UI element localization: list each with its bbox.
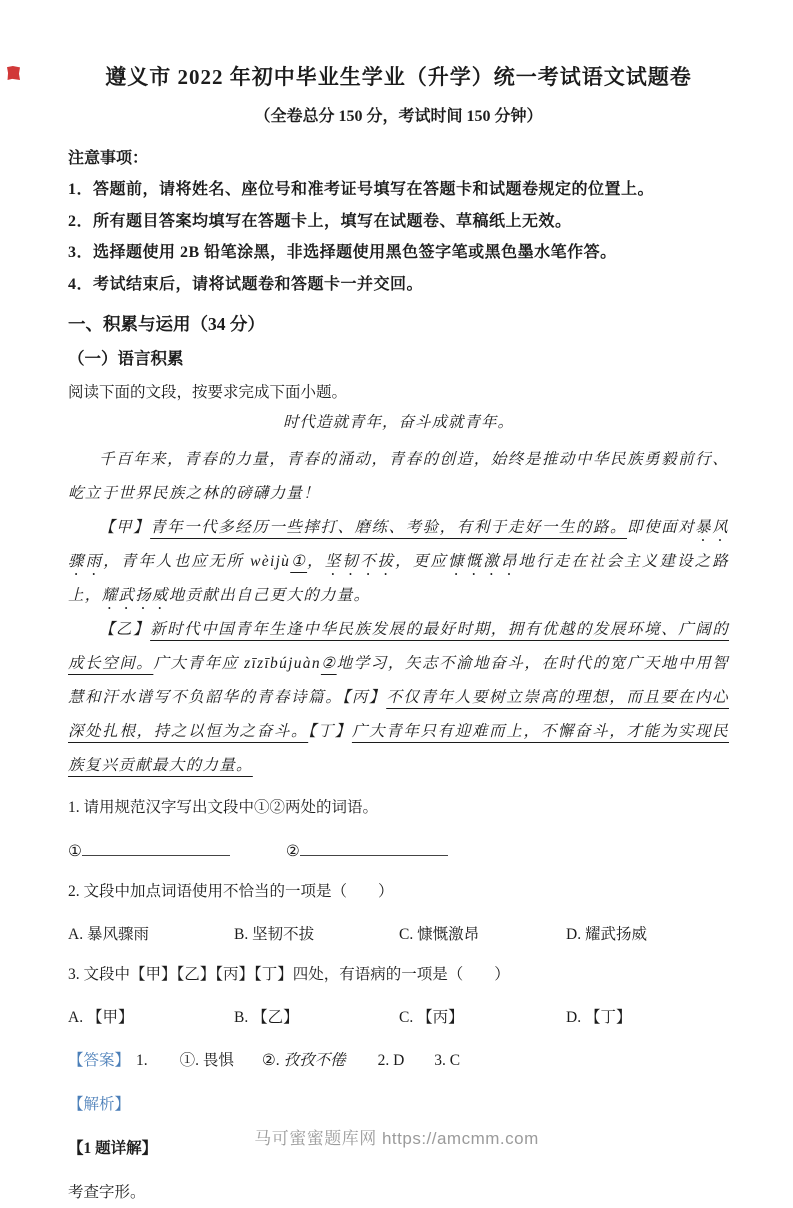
- question-2-option-b: B. 坚韧不拔: [234, 926, 315, 943]
- answer-row: [68, 1045, 729, 1076]
- answer-q3: 3. C: [434, 1052, 461, 1069]
- page-subtitle: （全卷总分 150 分，考试时间 150 分钟）: [254, 108, 543, 125]
- yi-pinyin-2: zīzībújuàn: [244, 655, 321, 672]
- jia-seg-1: 即使面对: [627, 519, 696, 536]
- passage-intro: 阅读下面的文段，按要求完成下面小题。: [68, 384, 348, 401]
- jia-seg-5: 地行走在社会主义建设之路上，: [68, 553, 730, 604]
- blank-1-line: [82, 840, 230, 857]
- question-2-option-a: A. 暴风骤雨: [68, 926, 149, 943]
- page-title: 遵义市 2022 年初中毕业生学业（升学）统一考试语文试题卷: [105, 65, 692, 89]
- notice-item-3: 3．选择题使用 2B 铅笔涂黑，非选择题使用黑色签字笔或黑色墨水笔作答。: [68, 244, 617, 261]
- passage-paragraph-1: 千百年来，青春的力量，青春的涌动，青春的创造，始终是推动中华民族勇毅前行、屹立于世界民族之林的磅礴力量！: [68, 451, 729, 502]
- question-3-text: 3. 文段中【甲】【乙】【丙】【丁】四处，有语病的一项是（ ）: [68, 966, 510, 983]
- blank-2-label: ②: [285, 843, 300, 860]
- question-3-options: [68, 1002, 729, 1033]
- question-1-text: 1. 请用规范汉字写出文段中①②两处的词语。: [68, 799, 379, 816]
- yi-seg-1: 广大青年应: [153, 655, 245, 672]
- red-seal-icon: [7, 66, 20, 80]
- jia-dotted-word-2: 坚韧不拔: [324, 553, 396, 570]
- jia-dotted-word-1: 暴风骤雨: [68, 519, 730, 570]
- bing-underlined-sentence: 不仅青年人要树立崇高的理想，而且要在内心深处扎根，持之以恒为之奋斗。: [68, 689, 729, 740]
- bracket-yi-label: 【乙】: [99, 621, 151, 638]
- ding-underlined-sentence: 广大青年只有迎难而上，不懈奋斗，才能为实现民族复兴贡献最大的力量。: [68, 723, 729, 774]
- question-3-option-a: A. 【甲】: [68, 1009, 134, 1026]
- question-3-option-b: B. 【乙】: [234, 1009, 299, 1026]
- question-2-text: 2. 文段中加点词语使用不恰当的一项是（ ）: [68, 883, 394, 900]
- detail-text: 考查字形。: [68, 1184, 146, 1201]
- notice-item-1: 1．答题前，请将姓名、座位号和准考证号填写在答题卡和试题卷规定的位置上。: [68, 181, 655, 198]
- bracket-jia-label: 【甲】: [99, 519, 151, 536]
- jia-underlined-sentence: 青年一代多经历一些摔打、磨练、考验，有利于走好一生的路。: [150, 519, 628, 536]
- question-2-options: [68, 919, 729, 950]
- section-heading: 一、积累与运用（34 分）: [68, 314, 265, 334]
- answer-q2: 2. D: [377, 1052, 405, 1069]
- answer-q1-part2-number: ②.: [261, 1052, 284, 1069]
- notices-heading: 注意事项：: [68, 150, 149, 167]
- footer-watermark: 马可蜜蜜题库网 https://amcmm.com: [254, 1129, 539, 1148]
- jia-seg-2: ，青年人也应无所: [103, 553, 251, 570]
- bracket-ding-label: 【丁】: [308, 723, 352, 740]
- yi-circled-2: ②: [320, 655, 337, 672]
- question-2-option-d: D. 耀武扬威: [566, 926, 647, 943]
- answer-q1-part2: [262, 1052, 346, 1069]
- jia-seg-3: ，: [307, 553, 325, 570]
- answer-q1-number: 1.: [136, 1052, 148, 1069]
- notice-item-4: 4．考试结束后，请将试题卷和答题卡一并交回。: [68, 275, 424, 293]
- answer-label: 【答案】: [68, 1052, 131, 1069]
- passage-paragraph-yi-bing-ding: [68, 613, 729, 783]
- jia-circled-1: ①: [290, 553, 308, 570]
- analysis-label: 【解析】: [68, 1096, 131, 1113]
- yi-underlined-sentence: 新时代中国青年生逢中华民族发展的最好时期，拥有优越的发展环境、广阔的成长空间。: [68, 621, 730, 672]
- answer-q1-part2-word: 孜孜不倦: [283, 1052, 346, 1069]
- bracket-bing-label: 【丙】: [342, 689, 387, 706]
- answer-q1-part1: ①. 畏惧: [179, 1052, 234, 1069]
- question-1-blanks: [68, 836, 729, 867]
- question-3-option-c: C. 【丙】: [399, 1009, 464, 1026]
- jia-dotted-word-3: 慷慨激昂: [448, 553, 519, 570]
- jia-seg-6: 地贡献出自己更大的力量。: [168, 587, 371, 604]
- question-3-option-d: D. 【丁】: [566, 1009, 632, 1026]
- jia-dotted-word-4: 耀武扬威: [101, 587, 169, 604]
- blank-1-label: ①: [68, 843, 82, 860]
- jia-seg-4: ，更应: [395, 553, 448, 570]
- passage-paragraph-jia: [68, 511, 729, 613]
- question-2-option-c: C. 慷慨激昂: [399, 926, 480, 943]
- subsection-heading: （一）语言积累: [68, 349, 184, 368]
- jia-pinyin-1: wèijù: [250, 553, 291, 570]
- passage-epigraph: 时代造就青年，奋斗成就青年。: [282, 414, 514, 431]
- detail-heading: 【1 题详解】: [68, 1140, 158, 1157]
- yi-seg-2: 地学习，矢志不渝地奋斗，在时代的宽广天地中用智慧和汗水谱写不负韶华的青春诗篇。: [68, 655, 729, 706]
- blank-2-line: [300, 840, 448, 857]
- notice-item-2: 2．所有题目答案均填写在答题卡上，填写在试题卷、草稿纸上无效。: [68, 212, 572, 230]
- exam-document-page: [0, 62, 793, 1201]
